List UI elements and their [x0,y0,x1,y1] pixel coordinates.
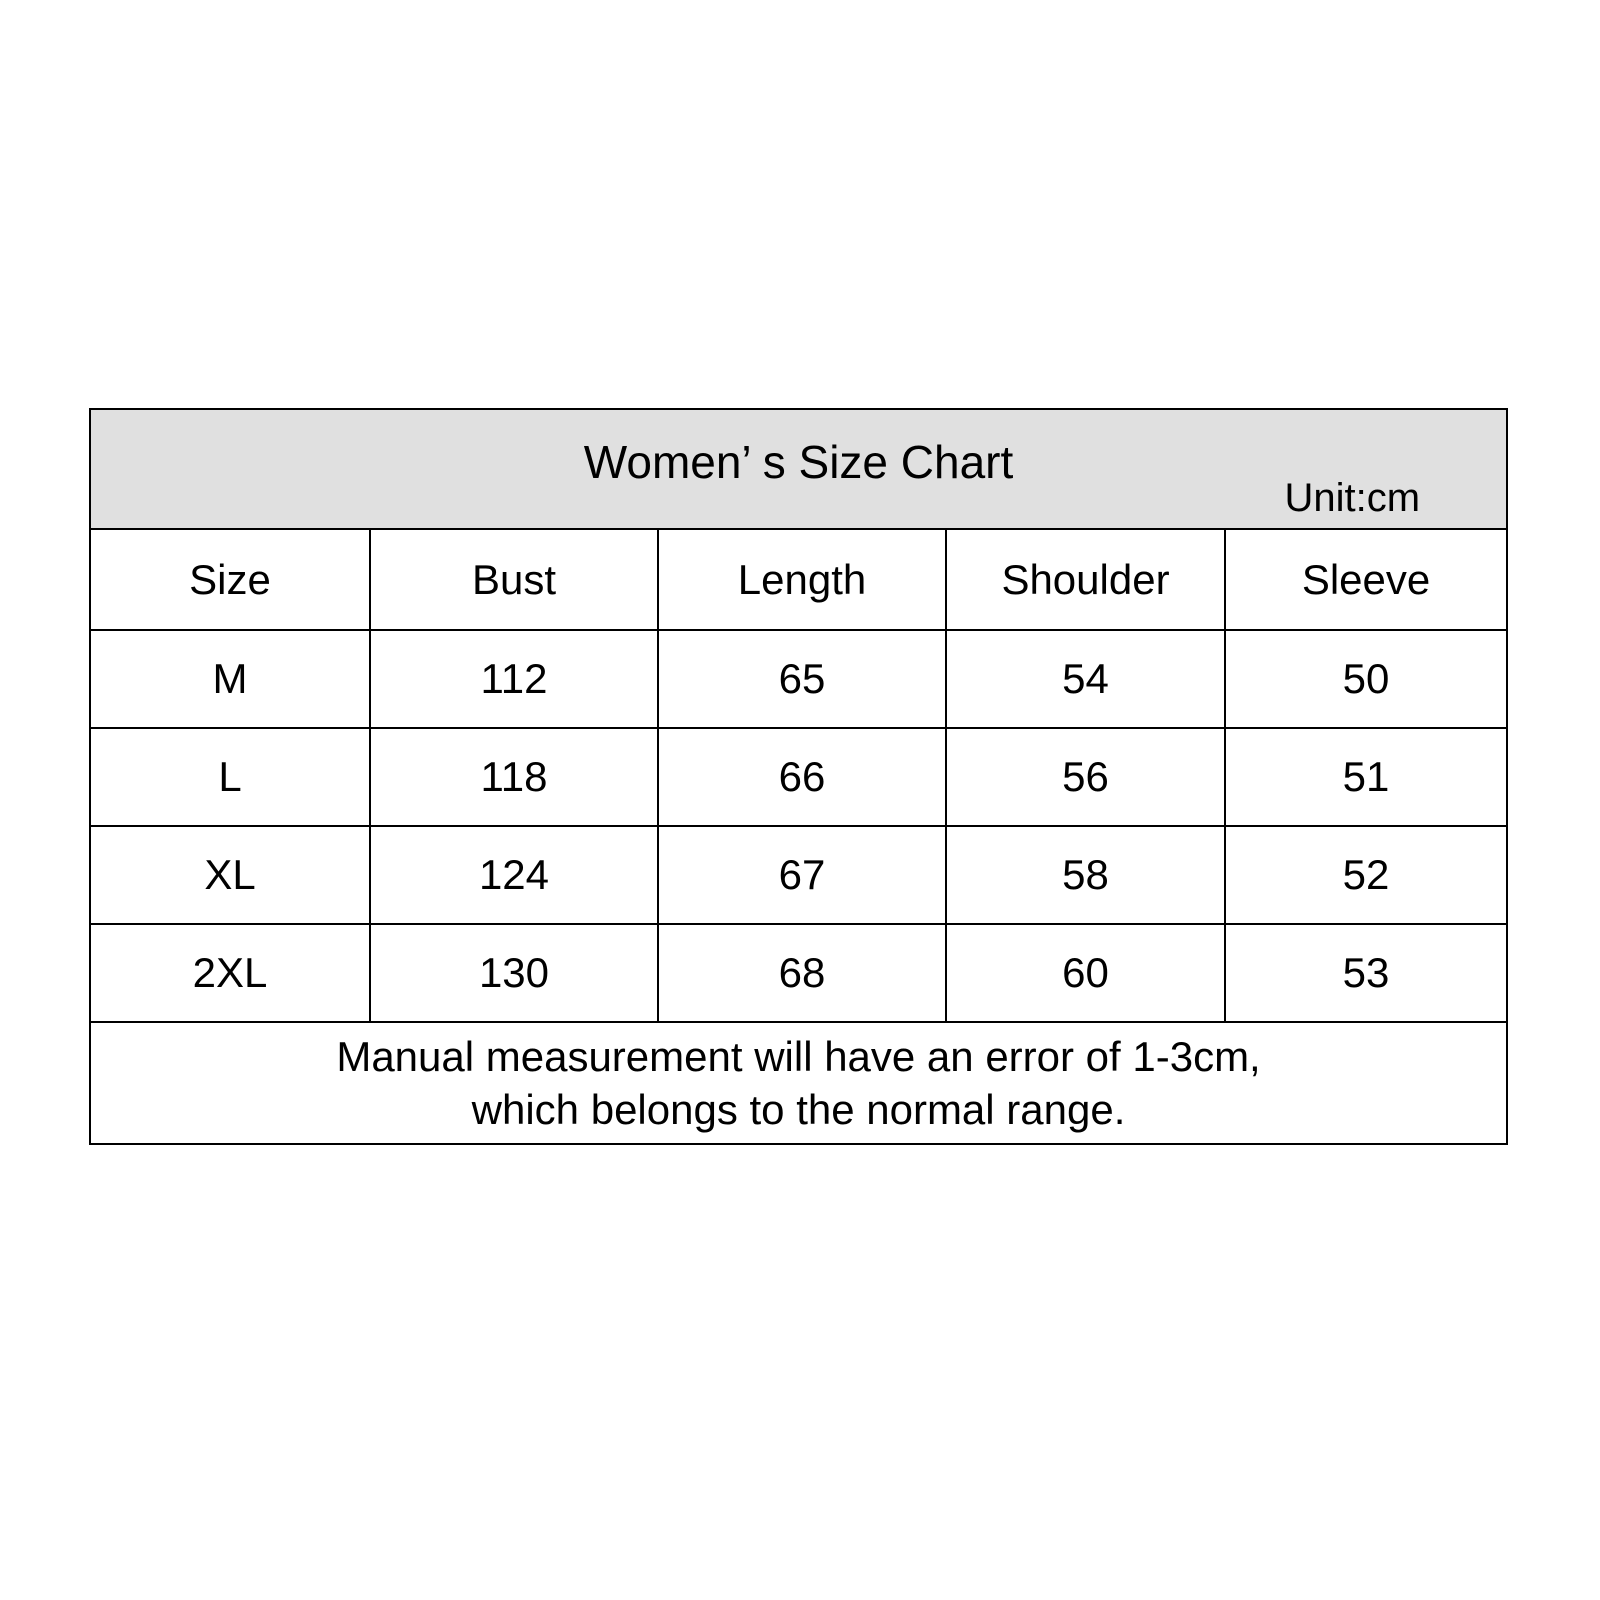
note-row [90,1022,1507,1144]
column-header-length: Length [658,529,946,630]
column-header-bust: Bust [370,529,658,630]
chart-title: Women’ s Size Chart [583,436,1014,488]
bust-value: 112 [370,630,658,728]
bust-value: 118 [370,728,658,826]
size-label: M [90,630,370,728]
size-label: XL [90,826,370,924]
length-value: 67 [658,826,946,924]
size-row-l [90,728,1507,826]
size-label: L [90,728,370,826]
column-header-size: Size [90,529,370,630]
title-row [90,409,1507,529]
length-value: 68 [658,924,946,1022]
shoulder-value: 60 [946,924,1225,1022]
size-label: 2XL [90,924,370,1022]
size-chart-table [89,408,1508,1145]
unit-label: Unit:cm [1284,476,1421,520]
column-header-sleeve: Sleeve [1225,529,1507,630]
column-header-row [90,529,1507,630]
sleeve-value: 50 [1225,630,1507,728]
length-value: 66 [658,728,946,826]
length-value: 65 [658,630,946,728]
shoulder-value: 54 [946,630,1225,728]
sleeve-value: 51 [1225,728,1507,826]
note-line-1: Manual measurement will have an error of 1-3cm, [336,1033,1261,1080]
note-line-2: which belongs to the normal range. [471,1086,1126,1133]
bust-value: 124 [370,826,658,924]
column-header-shoulder: Shoulder [946,529,1225,630]
size-row-2xl [90,924,1507,1022]
title-cell [90,409,1507,529]
bust-value: 130 [370,924,658,1022]
size-row-xl [90,826,1507,924]
size-row-m [90,630,1507,728]
sleeve-value: 52 [1225,826,1507,924]
note-cell [90,1022,1507,1144]
shoulder-value: 58 [946,826,1225,924]
sleeve-value: 53 [1225,924,1507,1022]
shoulder-value: 56 [946,728,1225,826]
